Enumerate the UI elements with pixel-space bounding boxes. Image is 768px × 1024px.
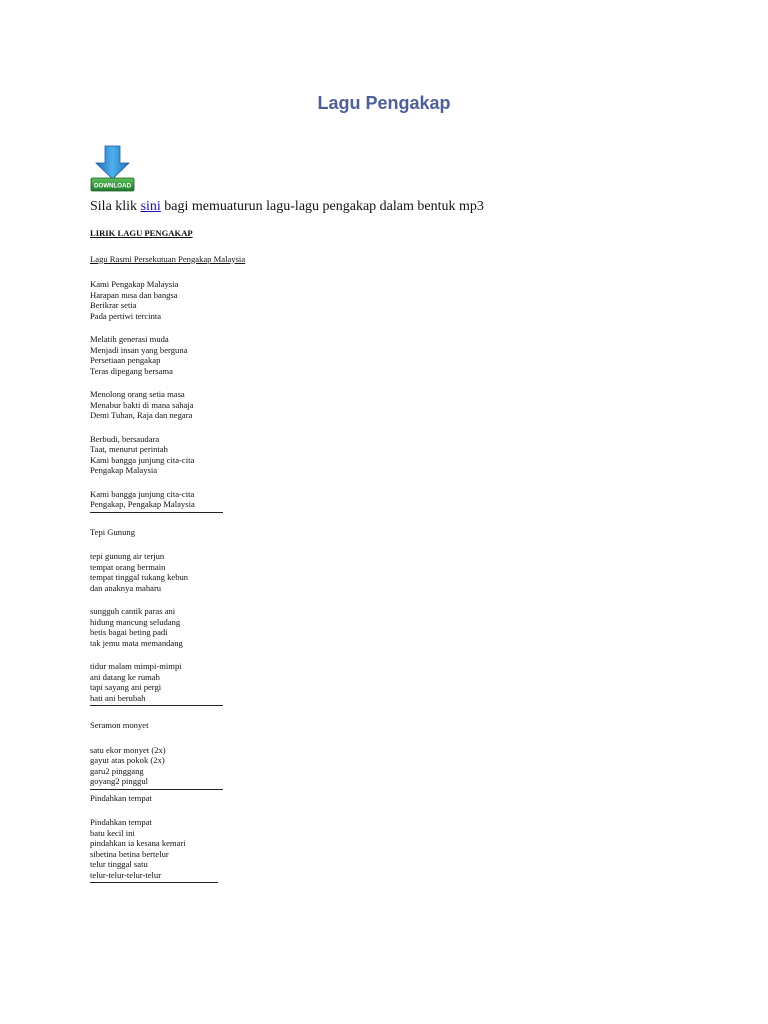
lyric-line: gayut atas pokok (2x) xyxy=(90,755,165,765)
song-stanza xyxy=(90,334,390,376)
song-stanza xyxy=(90,661,390,703)
intro-before: Sila klik xyxy=(90,199,141,214)
lyric-line: pindahkan ia kesana kemari xyxy=(90,838,186,848)
lyric-line: hidung mancung seludang xyxy=(90,616,181,627)
section-divider xyxy=(90,512,223,513)
lyric-line: Harapan nusa dan bangsa xyxy=(90,289,178,300)
lyric-line: Demi Tuhan, Raja dan negara xyxy=(90,410,193,420)
lyric-line: Berikrar setia xyxy=(90,300,137,310)
song-stanza xyxy=(90,551,390,593)
lyrics-content xyxy=(90,228,390,897)
lyric-line: goyang2 pinggul xyxy=(90,776,149,786)
lyric-line: Pengakap Malaysia xyxy=(90,465,158,475)
download-icon[interactable] xyxy=(90,145,135,193)
song-stanza xyxy=(90,279,390,321)
lyric-line: Teras dipegang bersama xyxy=(90,365,173,376)
download-icon-label: DOWNLOAD xyxy=(93,182,132,190)
lyric-line: betis bagai beting padi xyxy=(90,627,168,637)
lyric-line: Menjadi insan yang berguna xyxy=(90,344,188,355)
song-stanza xyxy=(90,745,390,787)
song-title: Tepi Gunung xyxy=(90,526,135,537)
lyric-line: tidur malam mimpi-mimpi xyxy=(90,661,182,671)
lyric-line: satu ekor monyet (2x) xyxy=(90,744,166,755)
lyric-line: Taat, menurut perintah xyxy=(90,444,168,454)
lyric-line: garu2 pinggang xyxy=(90,765,144,776)
lyric-line: Pengakap, Pengakap Malaysia xyxy=(90,499,195,509)
lyric-line: tempat orang bermain xyxy=(90,561,166,572)
lyric-line: tapi sayang ani pergi xyxy=(90,682,162,692)
song-stanza xyxy=(90,817,390,880)
lyric-line: Berbudi, bersaudara xyxy=(90,433,160,444)
lyric-line: Pindahkan tempat xyxy=(90,817,152,827)
lyric-line: tempat tinggal tukang kebun xyxy=(90,572,189,582)
lyrics-heading: LIRIK LAGU PENGAKAP xyxy=(90,228,193,238)
intro-after: bagi memuaturun lagu-lagu pengakap dalam bentuk mp3 xyxy=(160,199,484,214)
song-stanza xyxy=(90,389,390,421)
section-divider xyxy=(90,705,223,706)
lyric-line: Pada pertiwi tercinta xyxy=(90,310,162,321)
section-divider xyxy=(90,882,218,883)
song-title: Lagu Rasmi Persekutuan Pengakap Malaysia xyxy=(90,253,246,264)
lyric-line: tepi gunung air terjun xyxy=(90,551,165,561)
intro-text xyxy=(90,198,484,216)
lyric-line: sungguh cantik paras ani xyxy=(90,606,176,616)
song-stanza xyxy=(90,434,390,476)
lyric-line: telur tinggal satu xyxy=(90,859,148,869)
song-stanza xyxy=(90,606,390,648)
lyric-line: Menolong orang setia masa xyxy=(90,389,185,399)
song-title: Seramon monyet xyxy=(90,720,149,730)
lyric-line: Kami bangga junjung cita-cita xyxy=(90,454,195,465)
song-title: Pindahkan tempat xyxy=(90,792,152,803)
lyric-line: ani datang ke rumah xyxy=(90,671,160,682)
lyric-line: Kami bangga junjung cita-cita xyxy=(90,488,195,499)
lyric-line: Persetiaan pengakap xyxy=(90,355,161,365)
lyric-line: telur-telur-telur-telur xyxy=(90,869,162,880)
lyric-line: sibetina betina bertelur xyxy=(90,848,169,859)
lyric-line: Melatih generasi muda xyxy=(90,334,169,344)
download-link[interactable]: sini xyxy=(140,199,161,214)
page-title: Lagu Pengakap xyxy=(317,93,451,113)
lyric-line: tak jemu mata memandang xyxy=(90,637,183,648)
lyric-line: dan anaknya maharu xyxy=(90,582,162,593)
lyric-line: hati ani berubah xyxy=(90,692,146,703)
lyric-line: Kami Pengakap Malaysia xyxy=(90,279,179,289)
lyric-line: batu kecil ini xyxy=(90,827,135,838)
section-divider xyxy=(90,789,223,790)
lyric-line: Menabur bakti di mana sahaja xyxy=(90,399,194,410)
song-stanza xyxy=(90,489,390,510)
